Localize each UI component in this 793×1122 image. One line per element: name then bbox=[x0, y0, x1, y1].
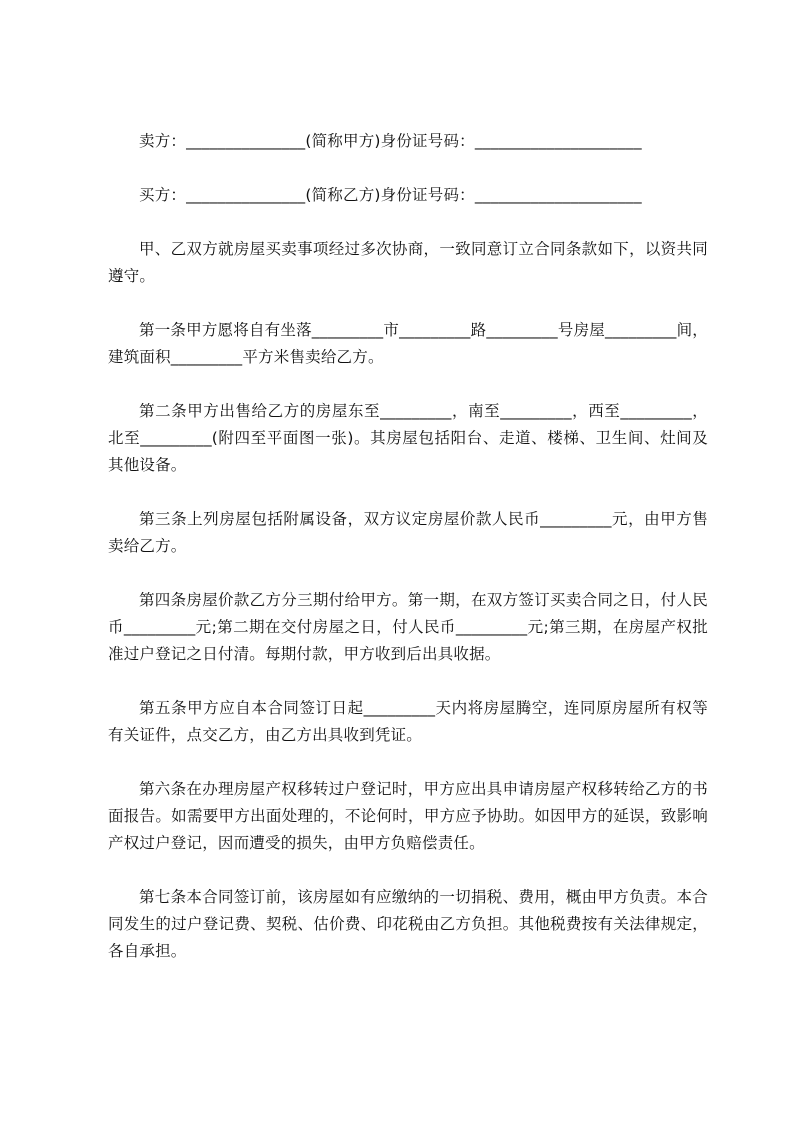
buyer-info-line: 买方：_______________(简称乙方)身份证号码：_____________________ bbox=[139, 186, 642, 204]
article-7-paragraph: 第七条本合同签订前，该房屋如有应缴纳的一切捐税、费用，概由甲方负责。本合同发生的过户登记费、契税、估价费、印花税由乙方负担。其他税费按有关法律规定，各自承担。 bbox=[108, 888, 708, 960]
preamble-paragraph: 甲、乙双方就房屋买卖事项经过多次协商，一致同意订立合同条款如下，以资共同遵守。 bbox=[108, 240, 708, 285]
seller-info-line: 卖方：_______________(简称甲方)身份证号码：_____________________ bbox=[139, 132, 642, 150]
article-2-paragraph: 第二条甲方出售给乙方的房屋东至_________，南至_________，西至_________，北至_________(附四至平面图一张)。其房屋包括阳台、走道、楼梯、卫生间、灶间及其他设备。 bbox=[108, 402, 708, 474]
article-1-paragraph: 第一条甲方愿将自有坐落_________市_________路_________号房屋_________间，建筑面积_________平方米售卖给乙方。 bbox=[108, 321, 708, 366]
contract-body bbox=[108, 128, 708, 965]
article-6-paragraph: 第六条在办理房屋产权移转过户登记时，甲方应出具申请房屋产权移转给乙方的书面报告。如需要甲方出面处理的，不论何时，甲方应予协助。如因甲方的延误，致影响产权过户登记，因而遭受的损失，由甲方负赔偿责任。 bbox=[108, 780, 708, 852]
article-5-paragraph: 第五条甲方应自本合同签订日起_________天内将房屋腾空，连同原房屋所有权等有关证件，点交乙方，由乙方出具收到凭证。 bbox=[108, 699, 708, 744]
article-3-paragraph: 第三条上列房屋包括附属设备，双方议定房屋价款人民币_________元，由甲方售卖给乙方。 bbox=[108, 510, 708, 555]
article-4-paragraph: 第四条房屋价款乙方分三期付给甲方。第一期，在双方签订买卖合同之日，付人民币_________元;第二期在交付房屋之日，付人民币_________元;第三期，在房屋产权批准过户登记之日付清。每期付款，甲方收到后出具收据。 bbox=[108, 591, 708, 663]
